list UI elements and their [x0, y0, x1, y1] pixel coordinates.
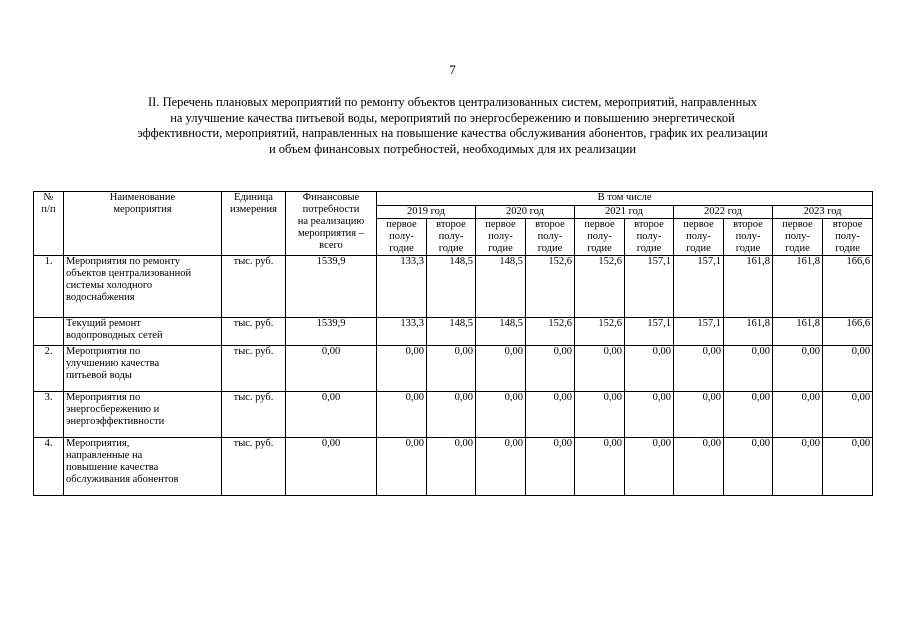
- value-cell: 0,00: [773, 438, 823, 496]
- unit-cell: тыс. руб.: [222, 318, 286, 346]
- header-year: 2022 год: [674, 206, 773, 219]
- header-name: Наименование мероприятия: [64, 192, 222, 256]
- unit-cell: тыс. руб.: [222, 392, 286, 438]
- value-cell: 157,1: [625, 318, 674, 346]
- header-first-half: первое полу- годие: [476, 219, 526, 256]
- value-cell: 0,00: [625, 438, 674, 496]
- header-second-half: второе полу- годие: [823, 219, 873, 256]
- value-cell: 0,00: [476, 392, 526, 438]
- total-cell: 0,00: [286, 438, 377, 496]
- activity-name: Мероприятия по ремонту объектов централизованной системы холодного водоснабжения: [64, 256, 222, 318]
- value-cell: 0,00: [526, 392, 575, 438]
- value-cell: 148,5: [427, 318, 476, 346]
- header-first-half: первое полу- годие: [377, 219, 427, 256]
- value-cell: 0,00: [724, 438, 773, 496]
- value-cell: 0,00: [823, 346, 873, 392]
- total-cell: 0,00: [286, 346, 377, 392]
- value-cell: 148,5: [476, 256, 526, 318]
- value-cell: 0,00: [427, 346, 476, 392]
- value-cell: 161,8: [773, 318, 823, 346]
- table-row: [34, 318, 873, 346]
- total-cell: 1539,9: [286, 318, 377, 346]
- value-cell: 0,00: [427, 392, 476, 438]
- table-row: [34, 392, 873, 438]
- heading-line: и объем финансовых потребностей, необходимых для их реализации: [268, 141, 637, 156]
- value-cell: 0,00: [823, 392, 873, 438]
- header-second-half: второе полу- годие: [625, 219, 674, 256]
- activity-name: Текущий ремонт водопроводных сетей: [64, 318, 222, 346]
- value-cell: 133,3: [377, 318, 427, 346]
- value-cell: 0,00: [575, 438, 625, 496]
- value-cell: 157,1: [674, 256, 724, 318]
- header-year: 2020 год: [476, 206, 575, 219]
- value-cell: 133,3: [377, 256, 427, 318]
- value-cell: 152,6: [575, 318, 625, 346]
- table-row: [34, 438, 873, 496]
- header-unit: Единица измерения: [222, 192, 286, 256]
- value-cell: 152,6: [526, 256, 575, 318]
- header-including: В том числе: [377, 192, 873, 206]
- value-cell: 0,00: [575, 346, 625, 392]
- value-cell: 0,00: [476, 438, 526, 496]
- value-cell: 0,00: [575, 392, 625, 438]
- value-cell: 148,5: [476, 318, 526, 346]
- value-cell: 161,8: [724, 256, 773, 318]
- header-year: 2023 год: [773, 206, 873, 219]
- value-cell: 0,00: [823, 438, 873, 496]
- total-cell: 1539,9: [286, 256, 377, 318]
- header-first-half: первое полу- годие: [575, 219, 625, 256]
- total-cell: 0,00: [286, 392, 377, 438]
- row-number: 4.: [34, 438, 64, 496]
- value-cell: 152,6: [575, 256, 625, 318]
- header-year: 2021 год: [575, 206, 674, 219]
- value-cell: 161,8: [724, 318, 773, 346]
- heading-line: на улучшение качества питьевой воды, мероприятий по энергосбережению и повышению энергетической: [170, 110, 735, 125]
- activities-table: [33, 191, 873, 496]
- header-second-half: второе полу- годие: [526, 219, 575, 256]
- unit-cell: тыс. руб.: [222, 256, 286, 318]
- value-cell: 157,1: [625, 256, 674, 318]
- row-number: 2.: [34, 346, 64, 392]
- activity-name: Мероприятия, направленные на повышение качества обслуживания абонентов: [64, 438, 222, 496]
- value-cell: 166,6: [823, 256, 873, 318]
- value-cell: 0,00: [526, 438, 575, 496]
- row-number: [34, 318, 64, 346]
- header-second-half: второе полу- годие: [427, 219, 476, 256]
- table-row: [34, 346, 873, 392]
- value-cell: 0,00: [377, 346, 427, 392]
- value-cell: 0,00: [724, 392, 773, 438]
- value-cell: 0,00: [773, 346, 823, 392]
- activity-name: Мероприятия по улучшению качества питьевой воды: [64, 346, 222, 392]
- value-cell: 166,6: [823, 318, 873, 346]
- header-num: № п/п: [34, 192, 64, 256]
- value-cell: 0,00: [476, 346, 526, 392]
- value-cell: 0,00: [377, 392, 427, 438]
- header-first-half: первое полу- годие: [674, 219, 724, 256]
- value-cell: 152,6: [526, 318, 575, 346]
- value-cell: 0,00: [377, 438, 427, 496]
- value-cell: 157,1: [674, 318, 724, 346]
- header-first-half: первое полу- годие: [773, 219, 823, 256]
- value-cell: 0,00: [674, 392, 724, 438]
- section-heading: [60, 95, 845, 157]
- value-cell: 0,00: [773, 392, 823, 438]
- header-finance: Финансовые потребности на реализацию мероприятия – всего: [286, 192, 377, 256]
- value-cell: 0,00: [674, 438, 724, 496]
- page-number: 7: [449, 62, 456, 77]
- value-cell: 0,00: [526, 346, 575, 392]
- header-second-half: второе полу- годие: [724, 219, 773, 256]
- heading-line: II. Перечень плановых мероприятий по ремонту объектов централизованных систем, мероприятий, направленных: [148, 95, 757, 109]
- value-cell: 0,00: [625, 392, 674, 438]
- value-cell: 0,00: [724, 346, 773, 392]
- value-cell: 0,00: [674, 346, 724, 392]
- unit-cell: тыс. руб.: [222, 438, 286, 496]
- header-year: 2019 год: [377, 206, 476, 219]
- unit-cell: тыс. руб.: [222, 346, 286, 392]
- value-cell: 161,8: [773, 256, 823, 318]
- heading-line: эффективности, мероприятий, направленных на повышение качества обслуживания абонентов, график их реализации: [137, 126, 768, 140]
- row-number: 3.: [34, 392, 64, 438]
- row-number: 1.: [34, 256, 64, 318]
- activity-name: Мероприятия по энергосбережению и энергоэффективности: [64, 392, 222, 438]
- value-cell: 148,5: [427, 256, 476, 318]
- value-cell: 0,00: [427, 438, 476, 496]
- table-row: [34, 256, 873, 318]
- value-cell: 0,00: [625, 346, 674, 392]
